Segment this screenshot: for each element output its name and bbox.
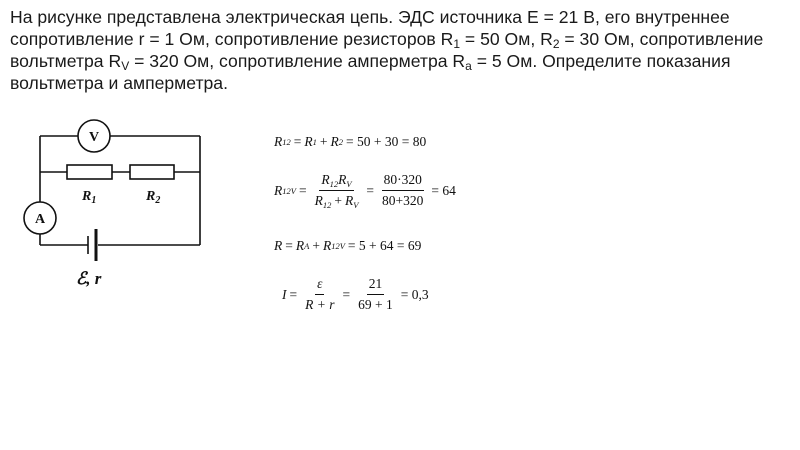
problem-sub-v: V — [121, 59, 130, 73]
f4-denominator: R + r — [305, 297, 335, 312]
battery-icon — [88, 229, 96, 261]
voltmeter-label: V — [88, 130, 100, 145]
f2-lhs: R — [274, 182, 283, 198]
formula-r-total: R = R A + R 12V = 5 + 64 = 69 — [274, 238, 422, 253]
f1-lhs: R — [274, 134, 283, 149]
f4-rest: = 0,3 — [400, 286, 429, 302]
formula-r12: R 12 = R 1 + R 2 = 50 + 30 = 80 — [274, 134, 427, 149]
f2-fraction-1 — [313, 172, 361, 209]
r1-label: $R_1$ — [82, 189, 97, 206]
f2-denominator: $R_{12} + R_V$ — [314, 193, 359, 210]
f1-rest: = 50 + 30 = 80 — [346, 134, 427, 149]
f2-eq2: = — [366, 182, 375, 198]
f1-eq: = — [293, 134, 302, 149]
problem-text-1: На рисунке представлена электрическая цепь. ЭДС источника E = 21 В, его внутреннее сопротивление r = 1 Ом, сопротивление резисторов R — [10, 7, 730, 49]
f1-b: R — [330, 134, 339, 149]
f4-numerator-2: 21 — [367, 276, 385, 295]
f2-numerator-2: 80·320 — [382, 172, 424, 191]
f4-fraction-1 — [303, 276, 336, 313]
problem-statement — [10, 6, 790, 94]
formula-current — [282, 276, 432, 313]
f2-denominator-2: 80+320 — [382, 193, 424, 208]
problem-text-5: = 5 Ом. Определите показания вольтметра и амперметра. — [10, 51, 731, 93]
f4-lhs: I — [282, 286, 287, 302]
f2-numerator: $R_{12}R_V$ — [321, 172, 352, 189]
f4-denominator-2: 69 + 1 — [358, 297, 393, 312]
problem-text-3: = 30 Ом, сопротивление вольтметра R — [10, 29, 764, 71]
f3-plus: + — [312, 238, 320, 253]
f3-b: R — [322, 238, 332, 253]
resistor-r1 — [67, 165, 112, 179]
f4-fraction-2 — [356, 276, 395, 313]
f1-plus: + — [319, 134, 328, 149]
f2-fraction-2 — [380, 172, 425, 209]
f4-numerator: ε — [315, 276, 324, 295]
problem-sub-2: 2 — [552, 37, 560, 51]
problem-sub-a: a — [465, 59, 472, 73]
f4-eq2: = — [342, 286, 351, 302]
resistor-r2 — [130, 165, 174, 179]
f2-eq1: = — [298, 182, 307, 198]
circuit-diagram — [10, 112, 210, 297]
source-label: ℰ, r — [76, 269, 102, 288]
problem-text-4: = 320 Ом, сопротивление амперметра R — [129, 51, 466, 71]
f1-a: R — [304, 134, 313, 149]
problem-sub-1: 1 — [453, 37, 461, 51]
f3-lhs: R — [274, 238, 283, 253]
f3-a: R — [295, 238, 305, 253]
f3-rest: = 5 + 64 = 69 — [347, 238, 422, 253]
ammeter-label: A — [34, 212, 46, 227]
f2-rest: = 64 — [431, 182, 456, 198]
r2-label: $R_2$ — [146, 189, 161, 206]
problem-text-2: = 50 Ом, R — [460, 29, 553, 49]
formula-r12v: R 12V = $\frac{R_{12}R_V}{R_{12} + R_V}$ = $\frac{80\cdot 320}{80+320}$ = 64 — [274, 172, 456, 210]
f4-eq1: = — [289, 286, 298, 302]
f3-eq: = — [285, 238, 293, 253]
